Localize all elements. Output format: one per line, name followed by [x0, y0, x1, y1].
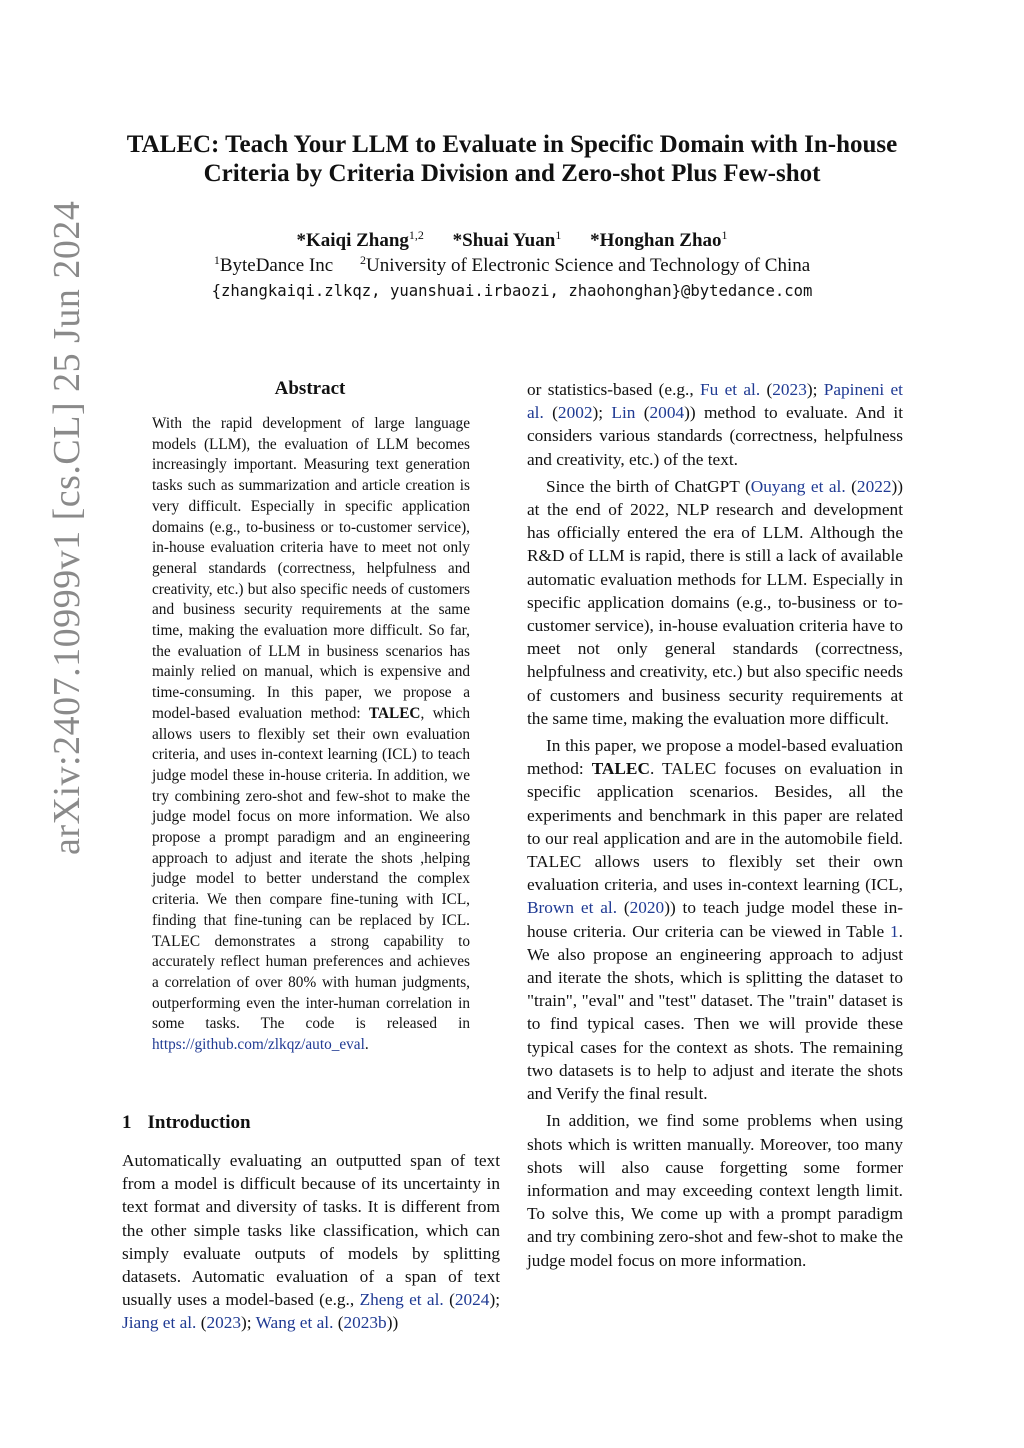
- body-text: (: [196, 1313, 207, 1333]
- author-affiliation-mark: 1: [721, 228, 728, 242]
- affiliations: [100, 254, 924, 278]
- code-link[interactable]: https://github.com/zlkqz/auto_eval: [152, 1036, 365, 1054]
- intro-paragraph-1-continued: [527, 378, 903, 471]
- author-emails: {zhangkaiqi.zlkqz, yuanshuai.irbaozi, zhaohonghan}@bytedance.com: [211, 282, 813, 300]
- intro-paragraph-4: In addition, we find some problems when using shots which is written manually. Moreover, too many shots will also cause forgetting some former information and may exceeding context length limit. To solve this, We come up with a prompt paradigm and try combining zero-shot and few-shot to make the judge model focus on more information.: [527, 1111, 903, 1270]
- body-text: );: [806, 380, 824, 399]
- title-line-1: TALEC: Teach Your LLM to Evaluate in Specific Domain with In-house: [126, 131, 898, 158]
- body-text: );: [592, 403, 612, 423]
- body-text: Since the birth of ChatGPT (: [546, 476, 751, 496]
- affiliation: [360, 255, 810, 276]
- author-list: [100, 228, 924, 254]
- intro-paragraph-3: [527, 734, 903, 1105]
- citation-link[interactable]: 2023b: [343, 1313, 387, 1333]
- body-text: )): [386, 1313, 399, 1333]
- affiliation-mark: 1: [213, 253, 220, 267]
- body-text: or statistics-based (e.g.,: [527, 380, 701, 399]
- author-name: *Shuai Yuan: [452, 230, 556, 251]
- affiliation-name: ByteDance Inc: [219, 255, 334, 276]
- citation-link[interactable]: Ouyang et al.: [750, 476, 846, 496]
- citation-link[interactable]: Jiang et al.: [122, 1313, 197, 1333]
- citation-link[interactable]: 2023: [772, 380, 807, 399]
- citation-link[interactable]: Papineni et al.: [527, 380, 903, 423]
- body-text: In this paper, we propose a model-based evaluation method:: [527, 736, 903, 779]
- right-column: [527, 378, 903, 1272]
- citation-link[interactable]: Zheng et al.: [359, 1290, 444, 1310]
- paper-title: [100, 130, 924, 188]
- citation-link[interactable]: 2024: [454, 1290, 490, 1310]
- author-affiliation-mark: 1: [555, 228, 562, 242]
- body-text: )) to teach judge model these in-house criteria. Our criteria can be viewed in Table: [527, 898, 903, 941]
- title-line-2: Criteria by Criteria Division and Zero-shot Plus Few-shot: [203, 160, 821, 187]
- author: [590, 230, 727, 251]
- affiliation: [214, 255, 333, 276]
- arxiv-identifier: arXiv:2407.10999v1 [cs.CL] 25 Jun 2024: [46, 200, 88, 855]
- section-title: Introduction: [147, 1112, 251, 1133]
- citation-link[interactable]: 2002: [557, 403, 593, 423]
- body-text: (: [635, 403, 650, 423]
- body-text: . We also propose an engineering approach to adjust and iterate the shots, which is splitting the dataset to "train", "eval" and "test" dataset. The "train" dataset is to find typical cases. Then we will provide these typical cases for the context as shots. The remaining two datasets is to help to adjust and iterate the shots and Verify the final result.: [527, 921, 903, 1104]
- body-text: )) method to evaluate. And it considers various standards (correctness, helpfulness and creativity, etc.) of the text.: [527, 403, 903, 469]
- table-reference-link[interactable]: 1: [890, 921, 899, 941]
- citation-link[interactable]: Brown et al.: [527, 898, 618, 918]
- section-heading-introduction: [122, 1112, 251, 1134]
- body-text: (: [845, 476, 857, 496]
- body-text: . TALEC focuses on evaluation in specific application scenarios. Besides, all the experiments and benchmark in this paper are related to our real application and are in the automobile field. TALEC allows users to flexibly set their own evaluation criteria, and uses in-context learning (ICL,: [527, 759, 903, 895]
- abstract-body: [152, 414, 470, 1056]
- body-text: (: [760, 380, 773, 399]
- body-text: (: [617, 898, 630, 918]
- body-text: )) at the end of 2022, NLP research and development has officially entered the era of LLM. Although the R&D of LLM is rapid, there is still a lack of available automatic evaluation methods for LLM. Especially in specific application domains (e.g., to-business or to-customer service), in-house evaluation criteria have to meet not only general standards (correctness, helpfulness and creativity, etc.) but also specific needs of customers and business security requirements at the same time, making the evaluation more difficult.: [527, 476, 903, 728]
- body-text: (: [333, 1313, 344, 1333]
- intro-paragraph-2: [527, 475, 903, 730]
- body-text: Automatically evaluating an outputted span of text from a model is difficult because of its uncertainty in text format and diversity of tasks. It is different from the other simple tasks like classification, which can simply evaluate outputs of models by splitting datasets. Automatic evaluation of a span of text usually uses a model-based (e.g.,: [122, 1151, 500, 1310]
- citation-link[interactable]: Lin: [611, 403, 636, 423]
- author-affiliation-mark: 1,2: [408, 228, 424, 242]
- citation-link[interactable]: 2022: [856, 476, 892, 496]
- citation-link[interactable]: 2004: [649, 403, 685, 423]
- affiliation-mark: 2: [360, 253, 366, 267]
- abstract-heading: Abstract: [274, 378, 346, 399]
- abstract-text: .: [364, 1036, 369, 1054]
- citation-link[interactable]: Fu et al.: [700, 380, 761, 399]
- body-text: );: [489, 1290, 500, 1310]
- citation-link[interactable]: 2023: [206, 1313, 242, 1333]
- body-text: );: [241, 1313, 256, 1333]
- citation-link[interactable]: 2020: [629, 898, 665, 918]
- body-text: (: [543, 403, 558, 423]
- body-text: (: [443, 1290, 455, 1310]
- intro-paragraph-1: [122, 1149, 500, 1335]
- method-name: TALEC: [368, 704, 421, 722]
- affiliation-name: University of Electronic Science and Technology of China: [366, 255, 811, 276]
- author-name: *Honghan Zhao: [590, 230, 722, 251]
- section-number: 1: [122, 1112, 132, 1133]
- author: [296, 230, 423, 251]
- author-name: *Kaiqi Zhang: [296, 230, 409, 251]
- author: [453, 230, 562, 251]
- citation-link[interactable]: Wang et al.: [255, 1313, 334, 1333]
- abstract-text: With the rapid development of large language models (LLM), the evaluation of LLM becomes increasingly important. Measuring text generation tasks such as summarization and article creation is very difficult. Especially in specific application domains (e.g., to-business or to-customer service), in-house evaluation criteria have to meet not only general standards (correctness, helpfulness and creativity, etc.) but also specific needs of customers and business security requirements at the same time, making the evaluation more difficult. So far, the evaluation of LLM in business scenarios has mainly relied on manual, which is expensive and time-consuming. In this paper, we propose a model-based evaluation method:: [152, 415, 470, 722]
- method-name: TALEC: [591, 759, 650, 779]
- abstract-text: , which allows users to flexibly set their own evaluation criteria, and uses in-context learning (ICL) to teach judge model these in-house criteria. In addition, we try combining zero-shot and few-shot to make the judge model focus on more information. We also propose a prompt paradigm and an engineering approach to adjust and iterate the shots ,helping judge model to better understand the complex criteria. We then compare fine-tuning with ICL, finding that fine-tuning can be replaced by ICL. TALEC demonstrates a strong capability to accurately reflect human preferences and achieves a correlation of over 80% with human judgments, outperforming even the inter-human correlation in some tasks. The code is released in: [152, 704, 470, 1033]
